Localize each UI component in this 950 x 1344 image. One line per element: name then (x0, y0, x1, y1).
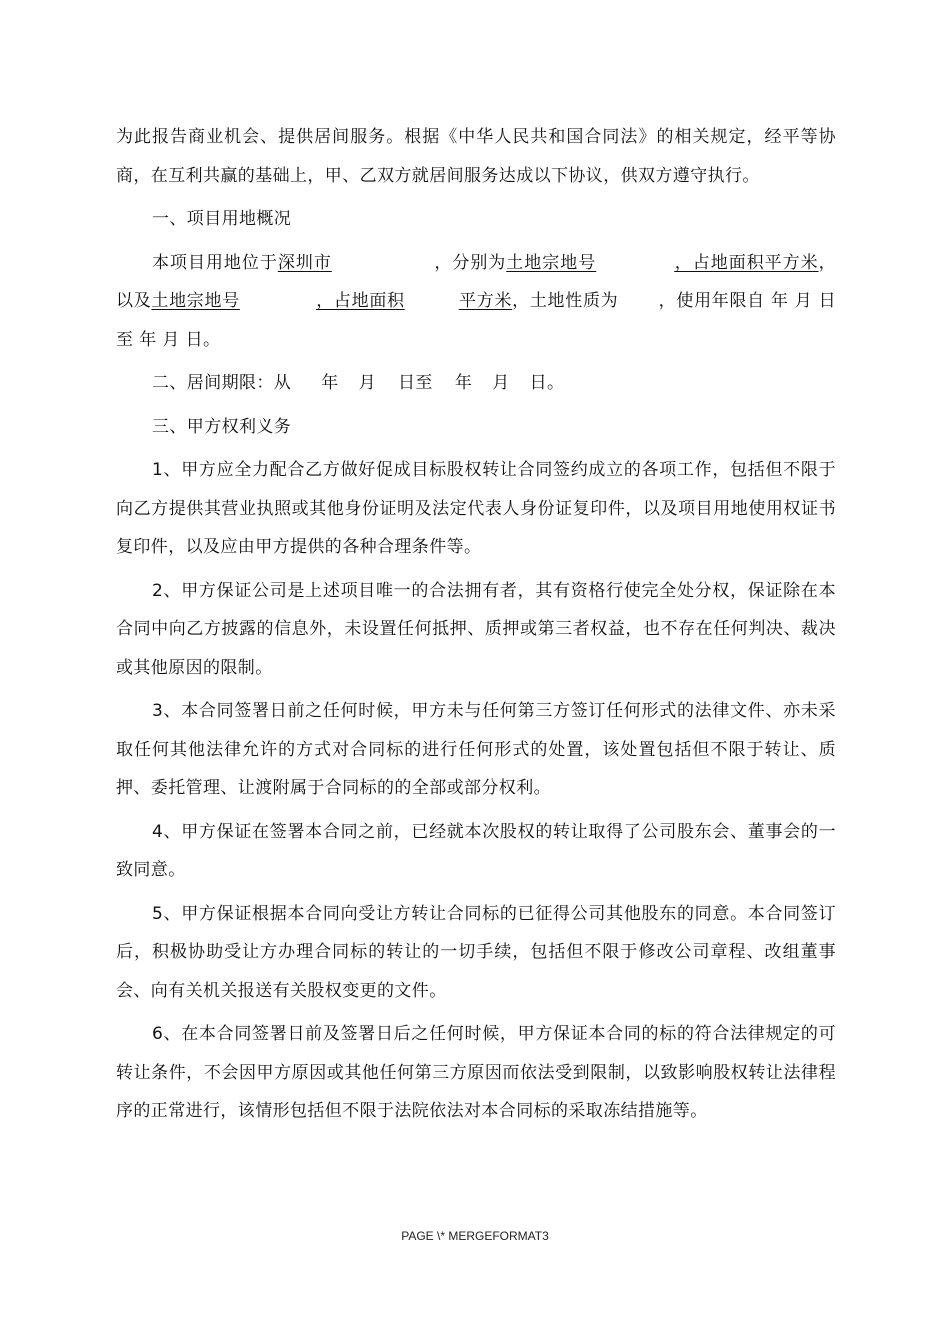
land-text: ，使用年限自 年 月 日 至 年 月 日。 (116, 291, 837, 350)
land-text: ，分别为 (433, 252, 507, 273)
section-heading-land: 一、项目用地概况 (152, 209, 292, 229)
land-paragraph (116, 244, 836, 360)
land-lot1-field: 土地宗地号 ，占地面积平方米 (506, 252, 819, 273)
term-paragraph: 二、居间期限：从 年 月 日至 年 月 日。 (152, 373, 565, 393)
land-text: ，土地性质为 (512, 291, 619, 311)
land-text: ，以及 (116, 252, 836, 311)
land-city-field: 深圳市 (277, 252, 332, 273)
clause-1: 1、甲方应全力配合乙方做好促成目标股权转让合同签约成立的各项工作，包括但不限于向乙方提供其营业执照或其他身份证明及法定代表人身份证复印件，以及项目用地使用权证书复印件，以及应由甲方提供的各种合理条件等。 (116, 460, 836, 557)
clause-5: 5、甲方保证根据本合同向受让方转让合同标的已征得公司其他股东的同意。本合同签订后，积极协助受让方办理合同标的转让的一切手续，包括但不限于修改公司章程、改组董事会、向有关机关报送有关股权变更的文件。 (116, 903, 836, 1001)
document-body (116, 118, 836, 1136)
page-footer: PAGE \* MERGEFORMAT3 (401, 1229, 549, 1243)
clause-3: 3、本合同签署日前之任何时候，甲方未与任何第三方签订任何形式的法律文件、亦未采取任何其他法律允许的方式对合同标的进行任何形式的处置，该处置包括但不限于转让、质押、委托管理、让渡附属于合同标的的全部或部分权利。 (116, 701, 836, 798)
section-heading-party-a: 三、甲方权利义务 (152, 416, 292, 437)
land-text: 本项目用地位于 (152, 252, 278, 273)
land-lot2-field: 土地宗地号 ，占地面积 平方米 (151, 291, 513, 311)
clause-2: 2、甲方保证公司是上述项目唯一的合法拥有者，其有资格行使完全处分权，保证除在本合同中向乙方披露的信息外，未设置任何抵押、质押或第三者权益，也不存在任何判决、裁决或其他原因的限制。 (116, 580, 836, 678)
clause-6: 6、在本合同签署日前及签署日后之任何时候，甲方保证本合同的标的符合法律规定的可转让条件，不会因甲方原因或其他任何第三方原因而依法受到限制，以致影响股权转让法律程序的正常进行，该情形包括但不限于法院依法对本合同标的采取冻结措施等。 (116, 1024, 836, 1121)
intro-paragraph: 为此报告商业机会、提供居间服务。根据《中华人民共和国合同法》的相关规定，经平等协商，在互利共赢的基础上，甲、乙双方就居间服务达成以下协议，供双方遵守执行。 (116, 127, 836, 186)
clause-4: 4、甲方保证在签署本合同之前，已经就本次股权的转让取得了公司股东会、董事会的一致同意。 (116, 821, 836, 880)
